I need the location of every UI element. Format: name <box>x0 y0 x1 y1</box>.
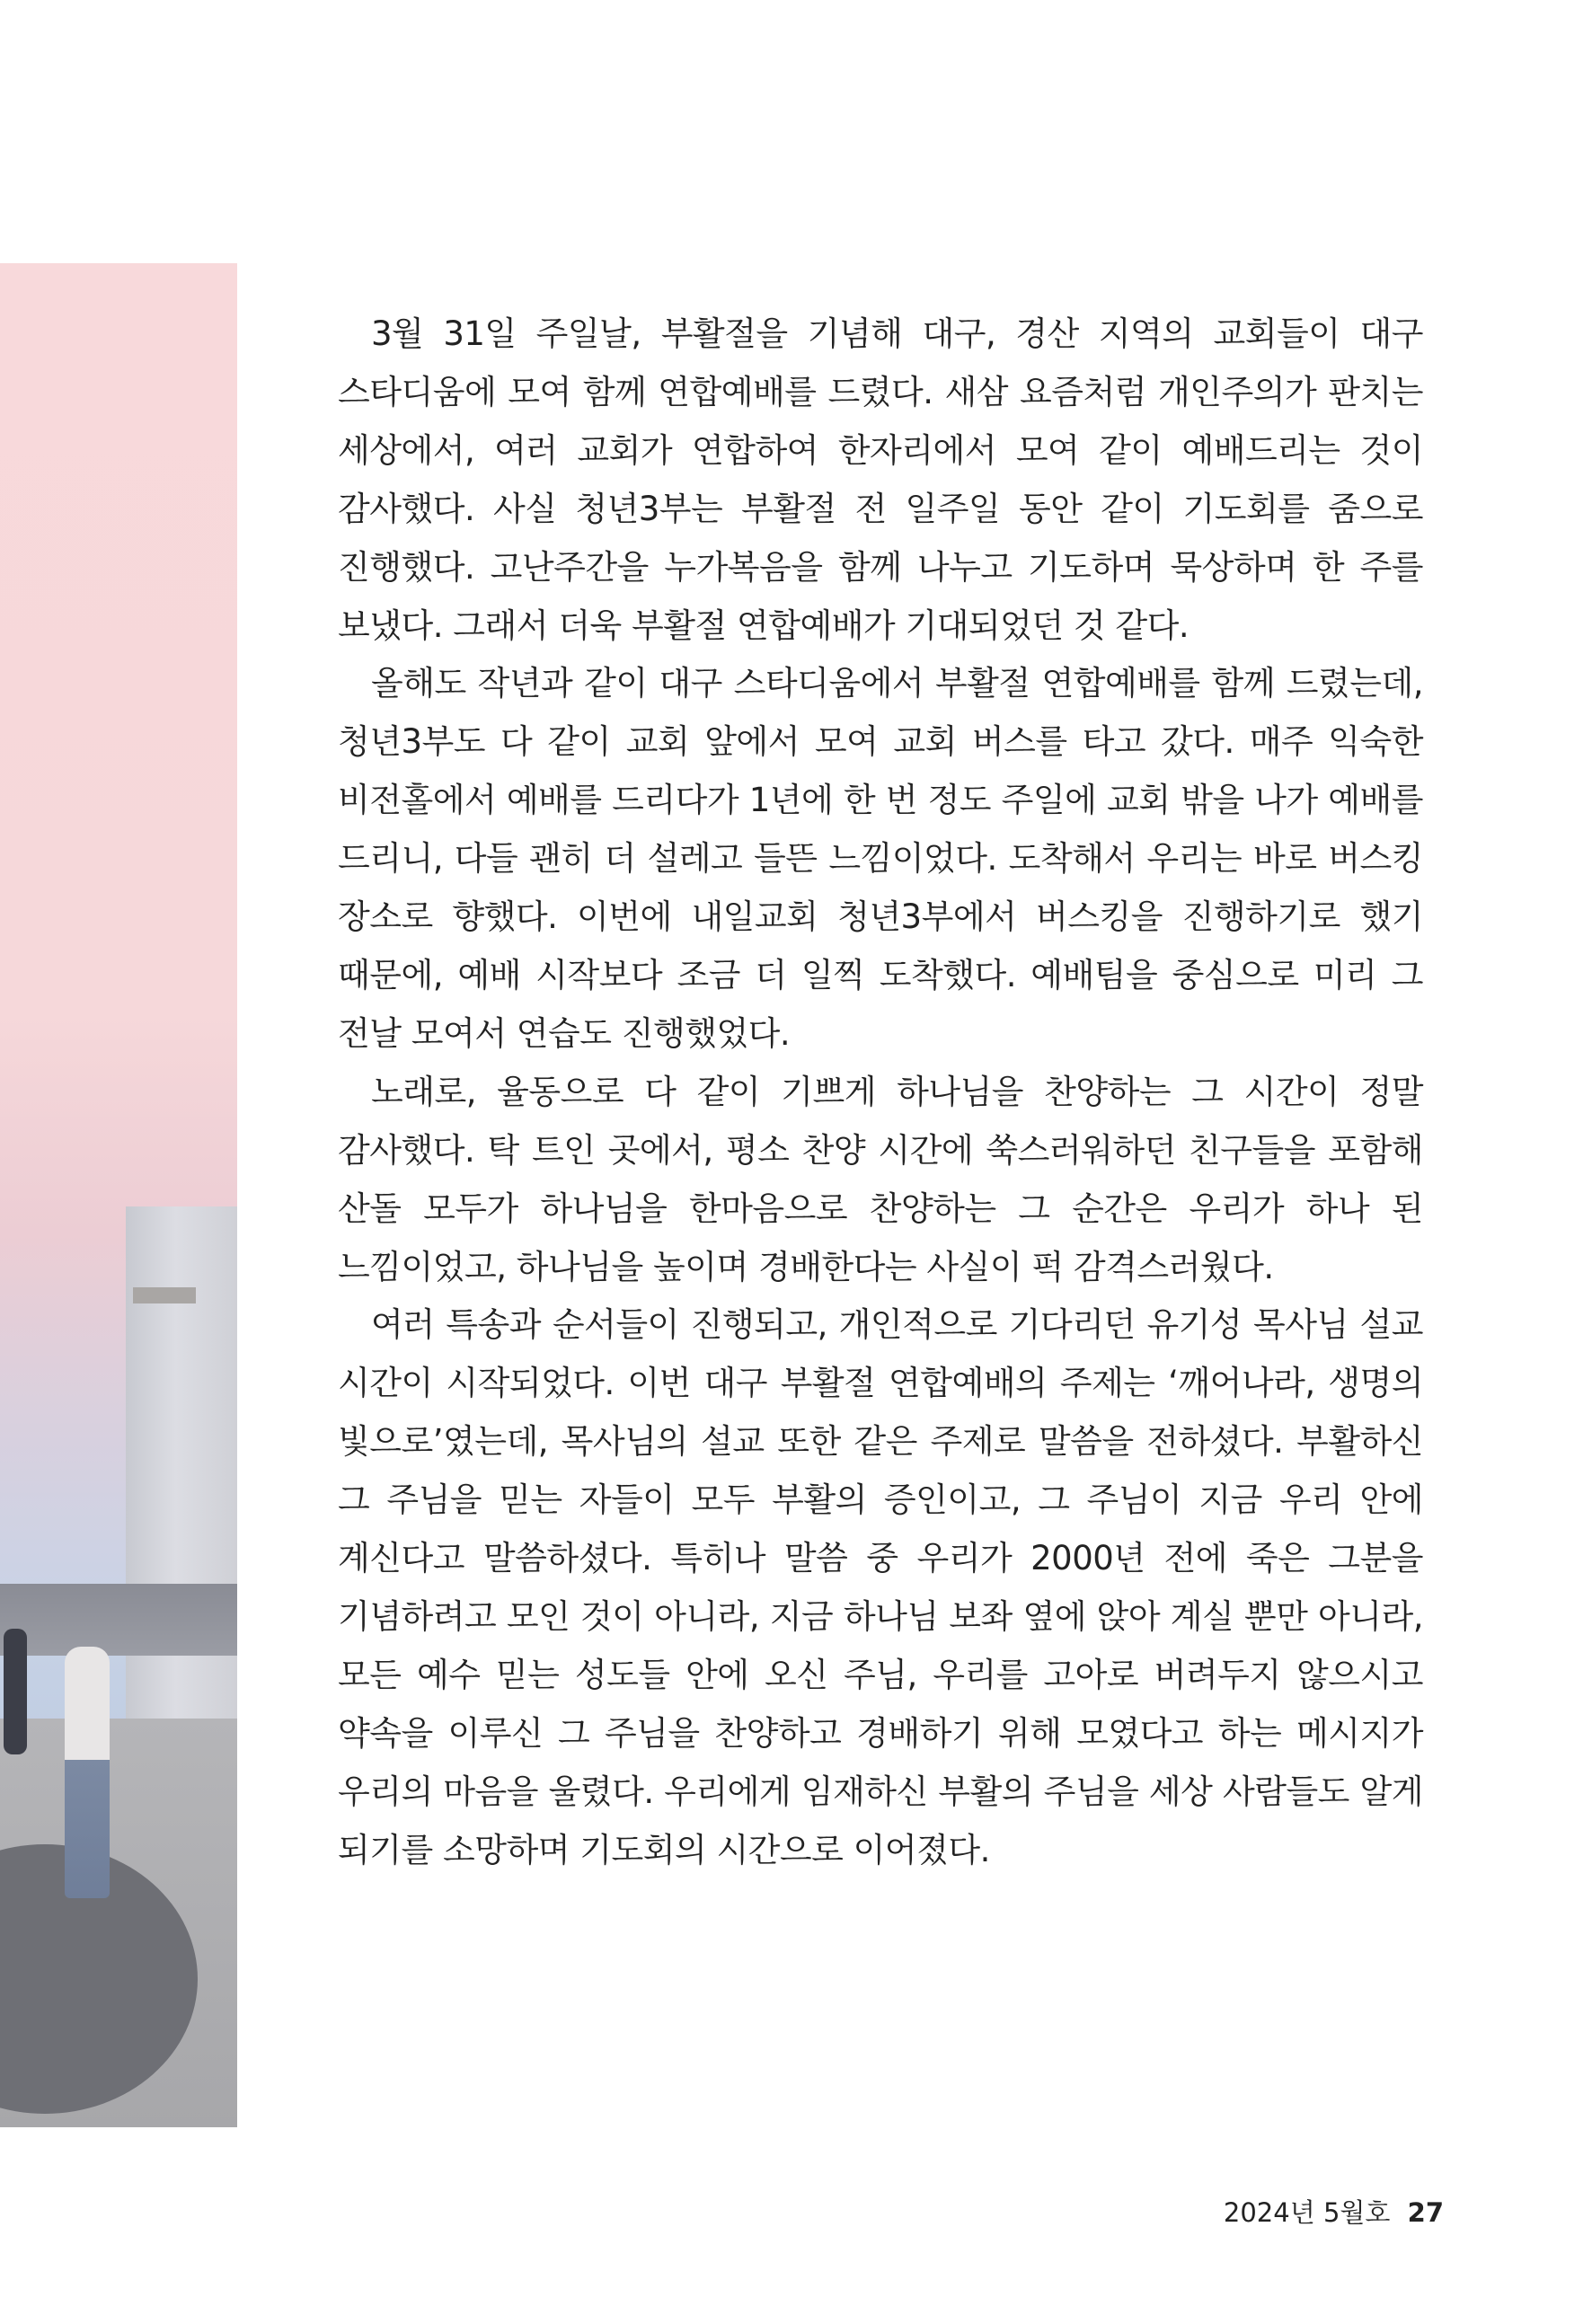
tower-stripe <box>133 1287 196 1303</box>
fence <box>0 1584 237 1656</box>
paragraph-4: 여러 특송과 순서들이 진행되고, 개인적으로 기다리던 유기성 목사님 설교 시간이 시작되었다. 이번 대구 부활절 연합예배의 주제는 ‘깨어나라, 생명의 빛으로’였는데, 목사님의 설교 또한 같은 주제로 말씀을 전하셨다. 부활하신 그 주님을 믿는 자들이 모두 부활의 증인이고, 그 주님이 지금 우리 안에 계신다고 말씀하셨다. 특히나 말씀 중 우리가 2000년 전에 죽은 그분을 기념하려고 모인 것이 아니라, 지금 하나님 보좌 옆에 앉아 계실 뿐만 아니라, 모든 예수 믿는 성도들 안에 오신 주님, 우리를 고아로 버려두지 않으시고 약속을 이루신 그 주님을 찬양하고 경배하기 위해 모였다고 하는 메시지가 우리의 마음을 울렸다. 우리에게 임재하신 부활의 주님을 세상 사람들도 알게 되기를 소망하며 기도회의 시간으로 이어졌다. <box>338 1305 1424 1869</box>
worship-person <box>65 1647 110 1898</box>
paragraph-2: 올해도 작년과 같이 대구 스타디움에서 부활절 연합예배를 함께 드렸는데, 청년3부도 다 같이 교회 앞에서 모여 교회 버스를 타고 갔다. 매주 익숙한 비전홀에서 예배를 드리다가 1년에 한 번 정도 주일에 교회 밖을 나가 예배를 드리니, 다들 괜히 더 설레고 들뜬 느낌이었다. 도착해서 우리는 바로 버스킹 장소로 향했다. 이번에 내일교회 청년3부에서 버스킹을 진행하기로 했기 때문에, 예배 시작보다 조금 더 일찍 도착했다. 예배팀을 중심으로 미리 그 전날 모여서 연습도 진행했었다. <box>338 664 1423 1053</box>
issue-label: 2024년 5월호 <box>1223 2197 1391 2228</box>
paragraph-3: 노래로, 율동으로 다 같이 기쁘게 하나님을 찬양하는 그 시간이 정말 감사했다. 탁 트인 곳에서, 평소 찬양 시간에 쑥스러워하던 친구들을 포함해 산돌 모두가 하나님을 한마음으로 찬양하는 그 순간은 우리가 하나 된 느낌이었고, 하나님을 높이며 경배한다는 사실이 퍽 감격스러웠다. <box>338 1072 1423 1286</box>
standing-figure <box>4 1629 27 1754</box>
side-photo-strip <box>0 263 237 2127</box>
paragraph-1: 3월 31일 주일날, 부활절을 기념해 대구, 경산 지역의 교회들이 대구 스타디움에 모여 함께 연합예배를 드렸다. 새삼 요즘처럼 개인주의가 판치는 세상에서, 여러 교회가 연합하여 한자리에서 모여 같이 예배드리는 것이 감사했다. 사실 청년3부는 부활절 전 일주일 동안 같이 기도회를 줌으로 진행했다. 고난주간을 누가복음을 함께 나누고 기도하며 묵상하며 한 주를 보냈다. 그래서 더욱 부활절 연합예배가 기대되었던 것 같다. <box>338 314 1423 645</box>
page-footer <box>1224 2193 1444 2230</box>
page-number: 27 <box>1407 2197 1444 2228</box>
article-body <box>338 305 1423 1879</box>
